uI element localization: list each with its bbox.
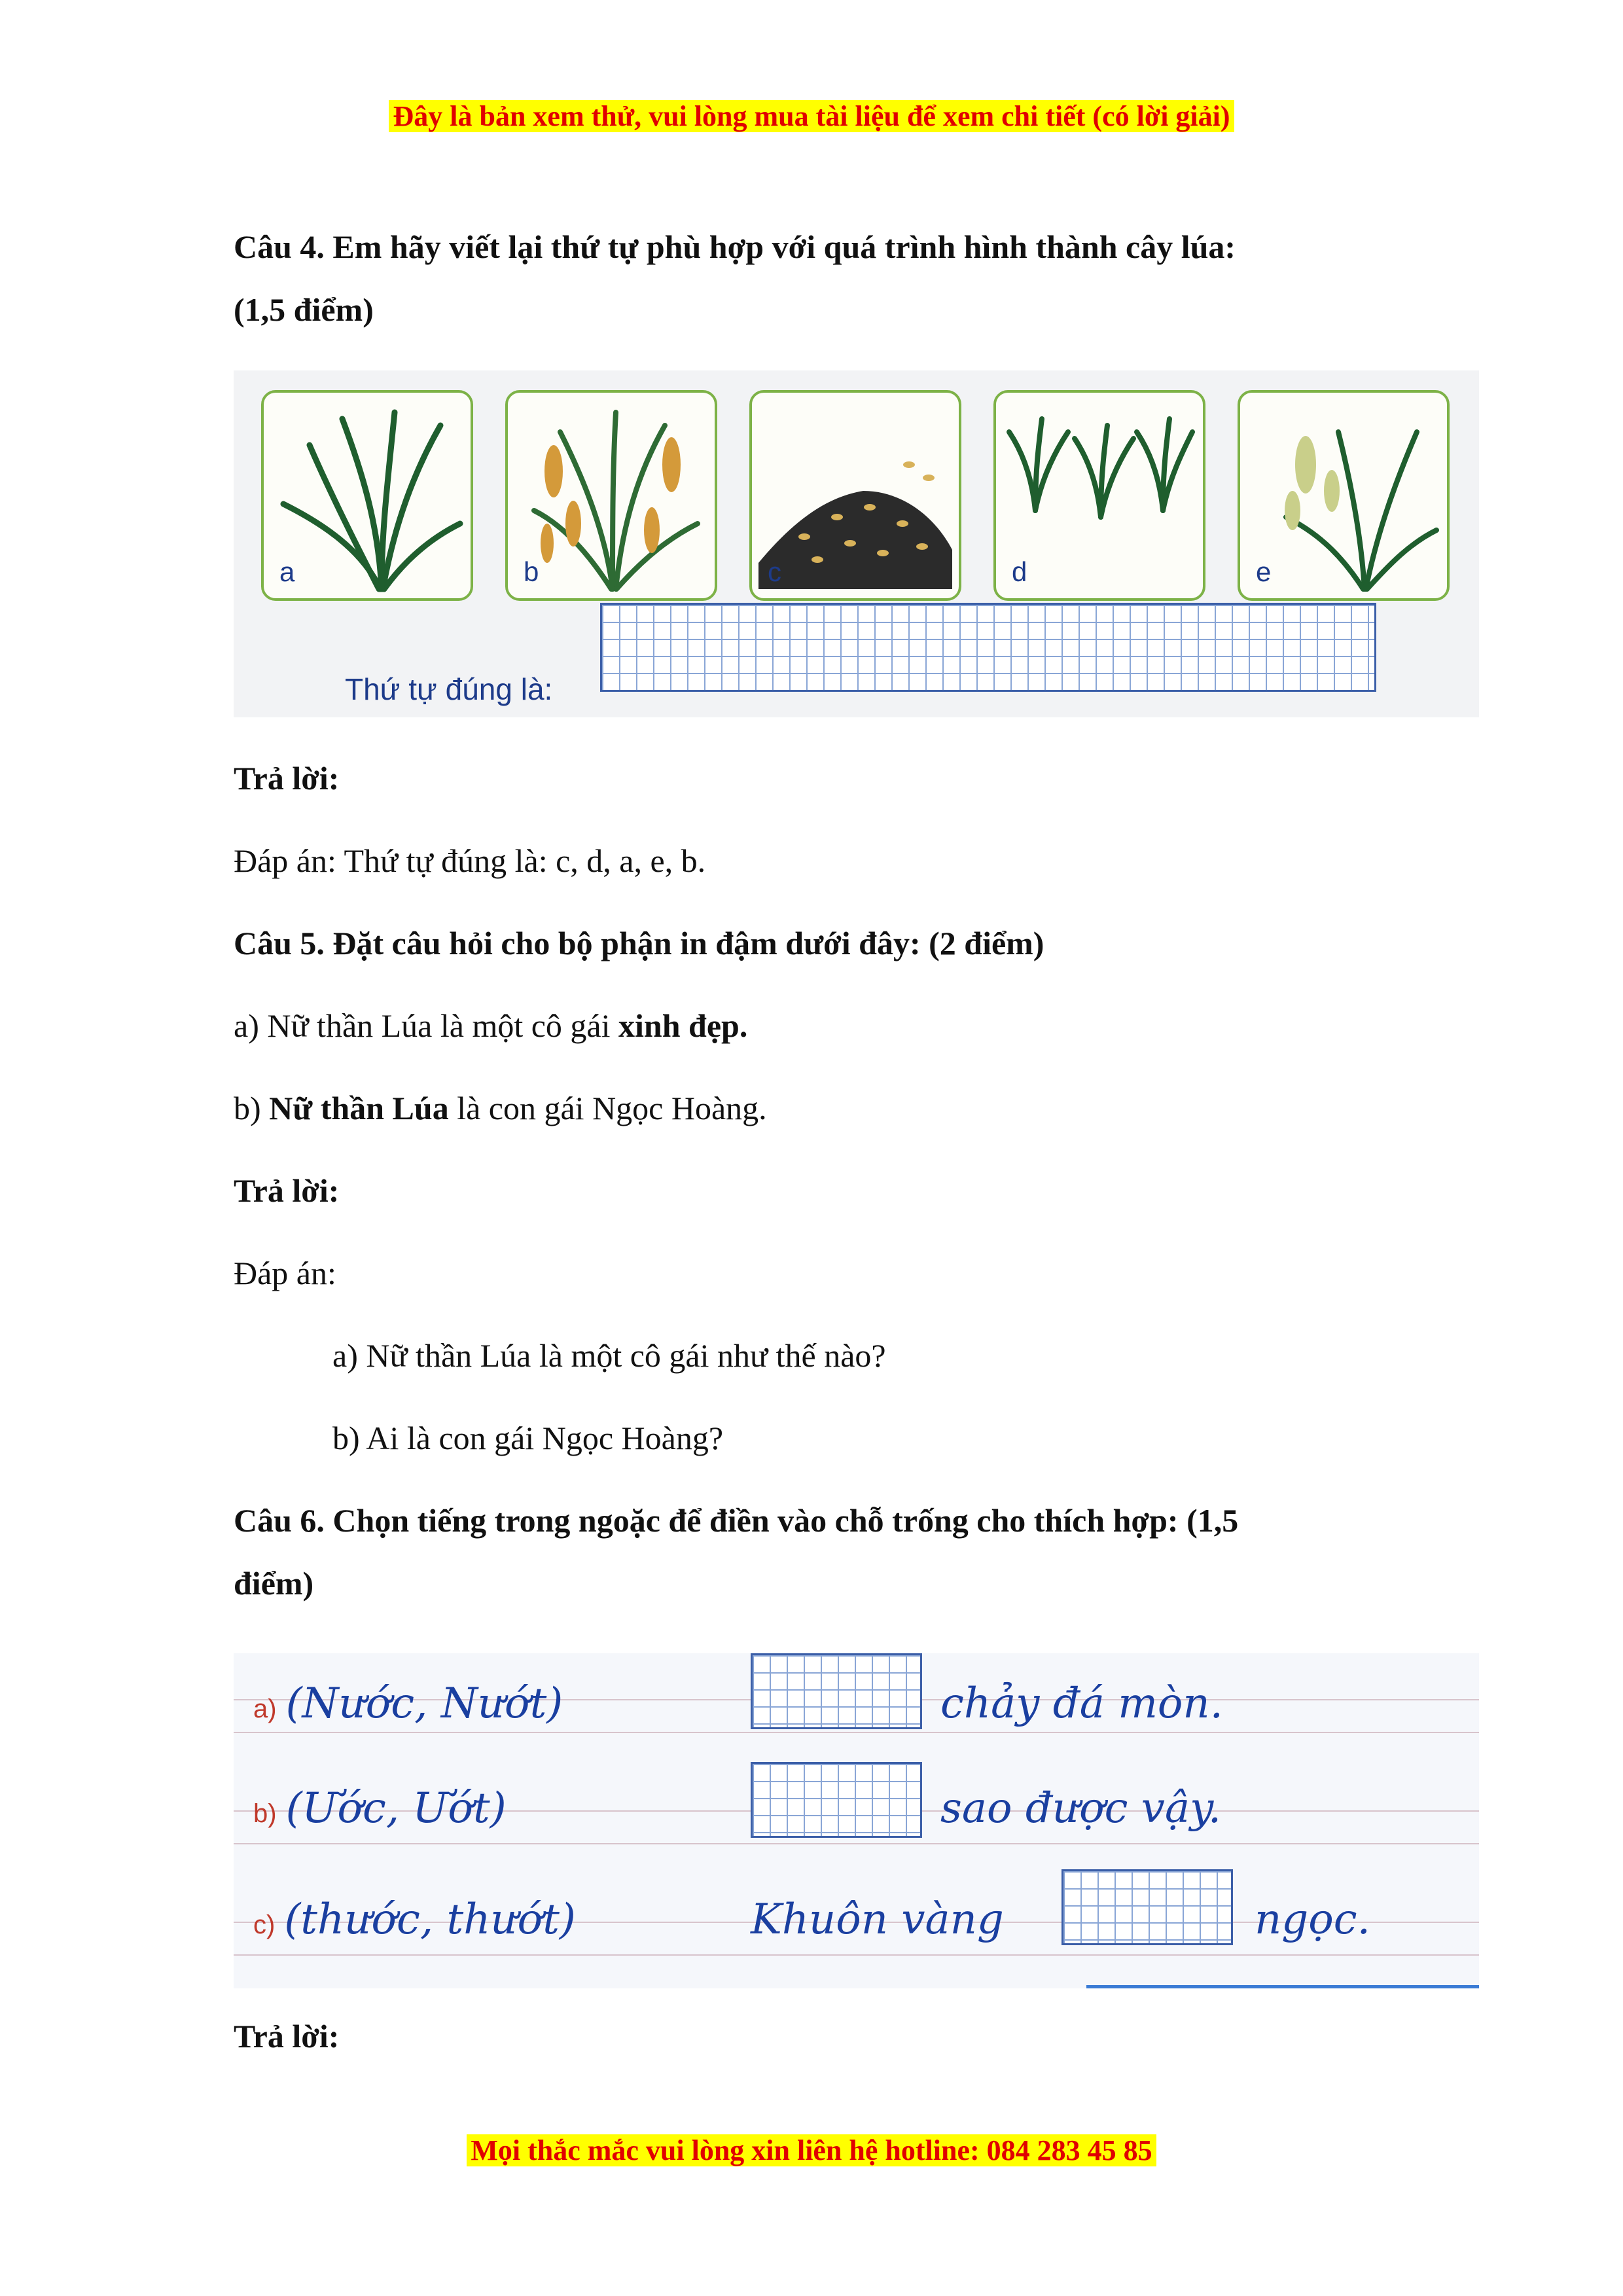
q5-a-bold: xinh đẹp. bbox=[618, 1007, 748, 1044]
q6-title-line2: điểm) bbox=[234, 1565, 314, 1602]
preview-notice-text: Đây là bản xem thử, vui lòng mua tài liệu để xem chi tiết (có lời giải) bbox=[389, 100, 1234, 132]
card-e bbox=[1238, 390, 1450, 601]
q6-row-c-before: Khuôn vàng bbox=[751, 1895, 1004, 1944]
card-b-letter: b bbox=[524, 556, 539, 587]
card-c-letter: c bbox=[768, 556, 781, 587]
q5-title: Câu 5. Đặt câu hỏi cho bộ phận in đậm dưới đây: (2 điểm) bbox=[234, 925, 1044, 961]
q4-answer-label: Trả lời: bbox=[234, 760, 340, 797]
hotline-footer bbox=[0, 2134, 1623, 2167]
rice-seeds-soil-icon bbox=[752, 393, 959, 598]
q6-row-c-after: ngọc. bbox=[1255, 1895, 1370, 1944]
q5-b-suffix: là con gái Ngọc Hoàng. bbox=[448, 1090, 767, 1126]
card-b bbox=[505, 390, 717, 601]
panel-edge-line bbox=[1086, 1985, 1479, 1988]
hotline-text: Mọi thắc mắc vui lòng xin liên hệ hotline: 084 283 45 85 bbox=[467, 2134, 1156, 2166]
ripe-rice-plant-icon bbox=[508, 393, 715, 598]
q6-row-c-options: (thước, thướt) bbox=[284, 1895, 576, 1944]
card-d bbox=[993, 390, 1205, 601]
q5-answer-b: b) Ai là con gái Ngọc Hoàng? bbox=[332, 1420, 724, 1456]
q5-part-b bbox=[234, 1089, 767, 1127]
q6-row-a-blank[interactable] bbox=[751, 1653, 922, 1729]
q5-answer-intro: Đáp án: bbox=[234, 1255, 336, 1291]
q6-row-a-after: chảy đá mòn. bbox=[940, 1679, 1223, 1728]
order-label: Thứ tự đúng là: bbox=[345, 672, 553, 706]
q4-figure bbox=[234, 370, 1479, 717]
q4-title-line2: (1,5 điểm) bbox=[234, 291, 374, 328]
q5-part-a bbox=[234, 1007, 747, 1045]
q6-row-c-key: c) bbox=[253, 1910, 276, 1939]
q5-b-bold: Nữ thần Lúa bbox=[269, 1090, 449, 1126]
rice-seedlings-icon bbox=[996, 393, 1203, 598]
q6-row-b-after: sao được vậy. bbox=[940, 1784, 1222, 1833]
tall-rice-plant-icon bbox=[264, 393, 471, 598]
q5-answer-label: Trả lời: bbox=[234, 1172, 340, 1209]
preview-notice bbox=[0, 99, 1623, 133]
q5-answer-a: a) Nữ thần Lúa là một cô gái như thế nào? bbox=[332, 1337, 886, 1374]
q6-answer-label: Trả lời: bbox=[234, 2018, 340, 2054]
flowering-rice-plant-icon bbox=[1240, 393, 1447, 598]
card-a-letter: a bbox=[279, 556, 295, 587]
q6-row-b-blank[interactable] bbox=[751, 1762, 922, 1838]
q6-title-line1: Câu 6. Chọn tiếng trong ngoặc để điền vào chỗ trống cho thích hợp: (1,5 bbox=[234, 1502, 1239, 1539]
q6-row-b-key: b) bbox=[253, 1799, 277, 1828]
card-d-letter: d bbox=[1012, 556, 1027, 587]
q4-title-line1: Câu 4. Em hãy viết lại thứ tự phù hợp với quá trình hình thành cây lúa: bbox=[234, 228, 1236, 265]
q6-row-a bbox=[253, 1679, 563, 1728]
q6-row-a-key: a) bbox=[253, 1695, 277, 1723]
card-e-letter: e bbox=[1256, 556, 1272, 587]
q6-figure bbox=[234, 1653, 1479, 1988]
card-c bbox=[749, 390, 961, 601]
q6-row-c-blank[interactable] bbox=[1061, 1869, 1233, 1945]
card-a bbox=[261, 390, 473, 601]
q4-answer: Đáp án: Thứ tự đúng là: c, d, a, e, b. bbox=[234, 842, 706, 879]
q6-row-b-options: (Ước, Ướt) bbox=[285, 1784, 507, 1833]
q5-a-prefix: a) Nữ thần Lúa là một cô gái bbox=[234, 1007, 619, 1044]
q5-b-prefix: b) bbox=[234, 1090, 270, 1126]
q6-row-b bbox=[253, 1784, 507, 1833]
q6-row-a-options: (Nước, Nướt) bbox=[285, 1679, 563, 1728]
q6-row-c bbox=[253, 1895, 576, 1944]
order-answer-grid[interactable] bbox=[600, 603, 1376, 692]
